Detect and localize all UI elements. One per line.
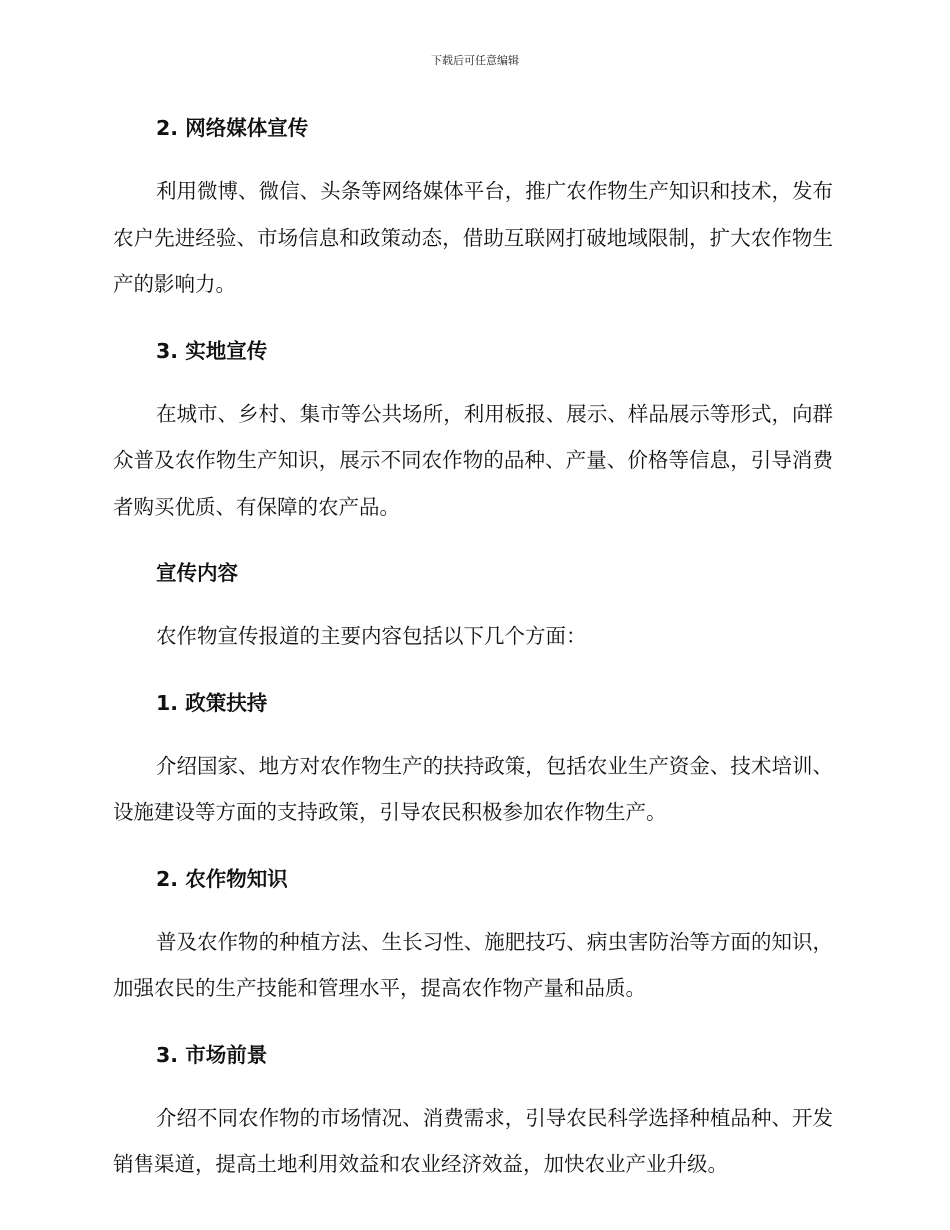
section-heading: 宣传内容 — [156, 561, 238, 585]
section-heading: 3. 实地宣传 — [156, 338, 268, 363]
section-paragraph: 普及农作物的种植方法、生长习性、施肥技巧、病虫害防治等方面的知识，加强农民的生产技能和管理水平，提高农作物产量和品质。 — [113, 929, 833, 1000]
section-paragraph: 介绍不同农作物的市场情况、消费需求，引导农民科学选择种植品种、开发销售渠道，提高土地利用效益和农业经济效益，加快农业产业升级。 — [113, 1105, 833, 1176]
section-heading: 2. 农作物知识 — [156, 866, 288, 891]
section-heading: 2. 网络媒体宣传 — [156, 116, 309, 140]
document-body — [113, 110, 833, 1188]
section-paragraph: 在城市、乡村、集市等公共场所，利用板报、展示、样品展示等形式，向群众普及农作物生产知识，展示不同农作物的品种、产量、价格等信息，引导消费者购买优质、有保障的农产品。 — [113, 401, 833, 519]
section-heading: 3. 市场前景 — [156, 1042, 268, 1067]
page-header: 下载后可任意编辑 — [431, 54, 519, 67]
section-paragraph: 农作物宣传报道的主要内容包括以下几个方面： — [156, 624, 587, 648]
section-paragraph: 利用微博、微信、头条等网络媒体平台，推广农作物生产知识和技术，发布农户先进经验、市场信息和政策动态，借助互联网打破地域限制，扩大农作物生产的影响力。 — [113, 179, 833, 296]
section-heading: 1. 政策扶持 — [156, 690, 268, 715]
section-paragraph: 介绍国家、地方对农作物生产的扶持政策，包括农业生产资金、技术培训、设施建设等方面的支持政策，引导农民积极参加农作物生产。 — [113, 753, 833, 824]
